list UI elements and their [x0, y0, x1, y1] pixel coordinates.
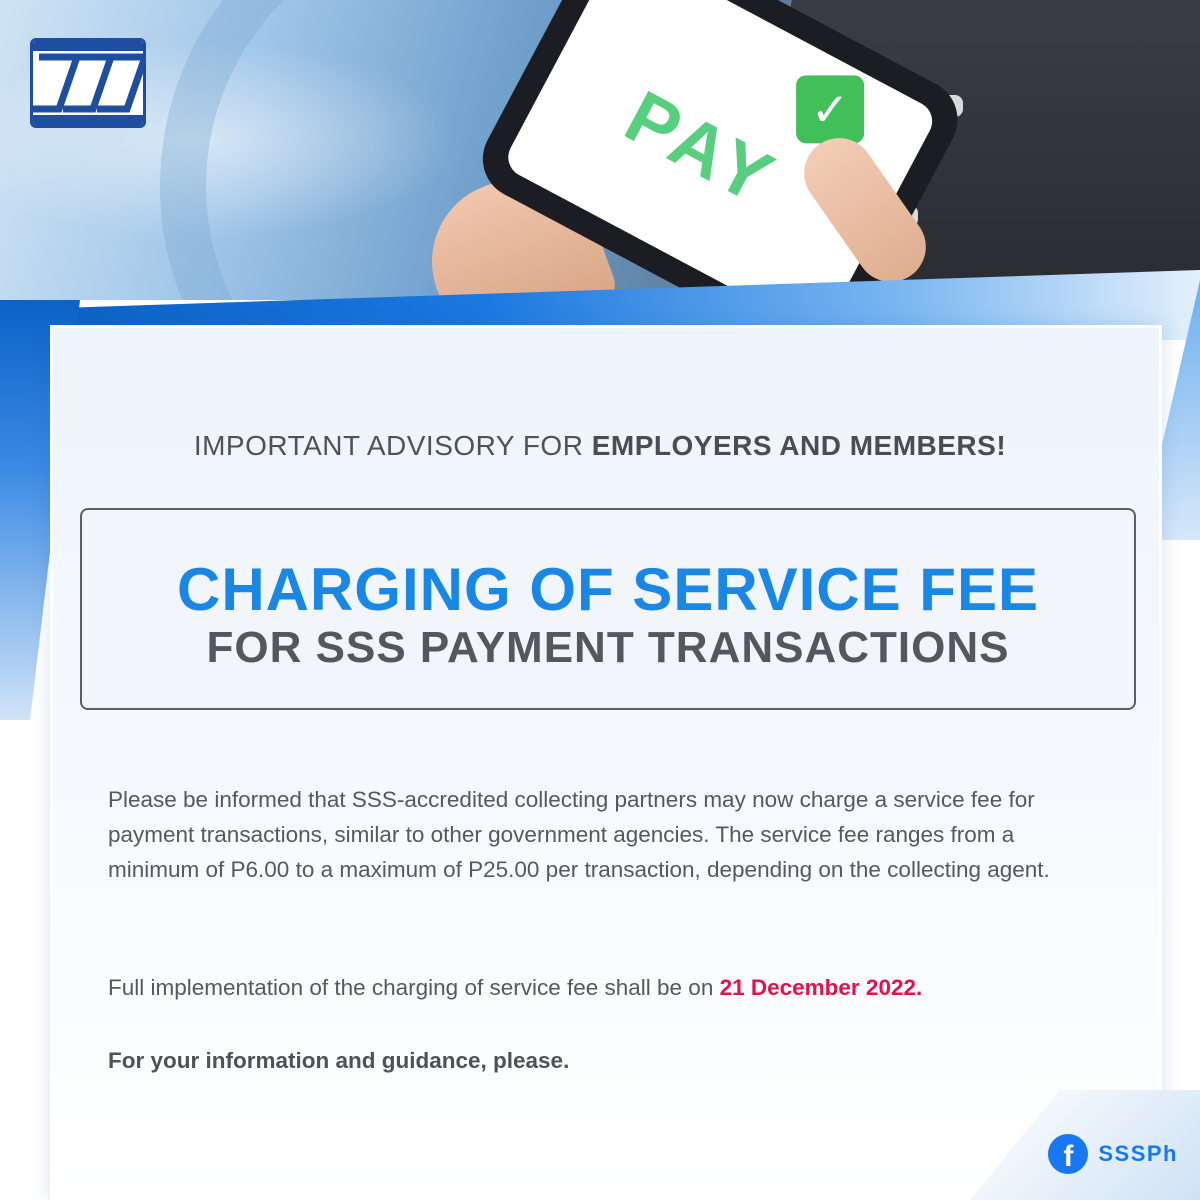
- advisory-prefix: IMPORTANT ADVISORY FOR: [193, 430, 592, 461]
- pay-text: PAY: [612, 74, 791, 222]
- body-paragraph-3: For your information and guidance, please.: [108, 1048, 570, 1073]
- implementation-date: 21 December 2022.: [719, 975, 923, 1000]
- paragraph-2-text: Full implementation of the charging of service fee shall be on: [108, 975, 720, 1000]
- title-main: CHARGING OF SERVICE FEE: [176, 556, 1039, 623]
- title-sub: FOR SSS PAYMENT TRANSACTIONS: [206, 623, 1010, 672]
- advisory-emphasis: EMPLOYERS AND MEMBERS!: [591, 430, 1007, 461]
- body-paragraph-2: [108, 970, 1098, 1005]
- facebook-badge[interactable]: [1048, 1134, 1178, 1174]
- facebook-handle: SSSPh: [1098, 1141, 1178, 1166]
- sss-logo-icon: [33, 41, 143, 125]
- hero-image: [0, 0, 1200, 300]
- facebook-icon: f: [1048, 1134, 1088, 1174]
- title-box: [80, 508, 1136, 710]
- check-icon: ✓: [796, 75, 864, 143]
- body-paragraph-1: Please be informed that SSS-accredited collecting partners may now charge a service fee for payment transactions, similar to other government agencies. The service fee ranges from a minimum of P6.00 to a maximum of P25.00 per transaction, depending on the collecting agent.: [108, 787, 1050, 882]
- sss-logo: [30, 38, 146, 128]
- advisory-heading: [0, 430, 1200, 462]
